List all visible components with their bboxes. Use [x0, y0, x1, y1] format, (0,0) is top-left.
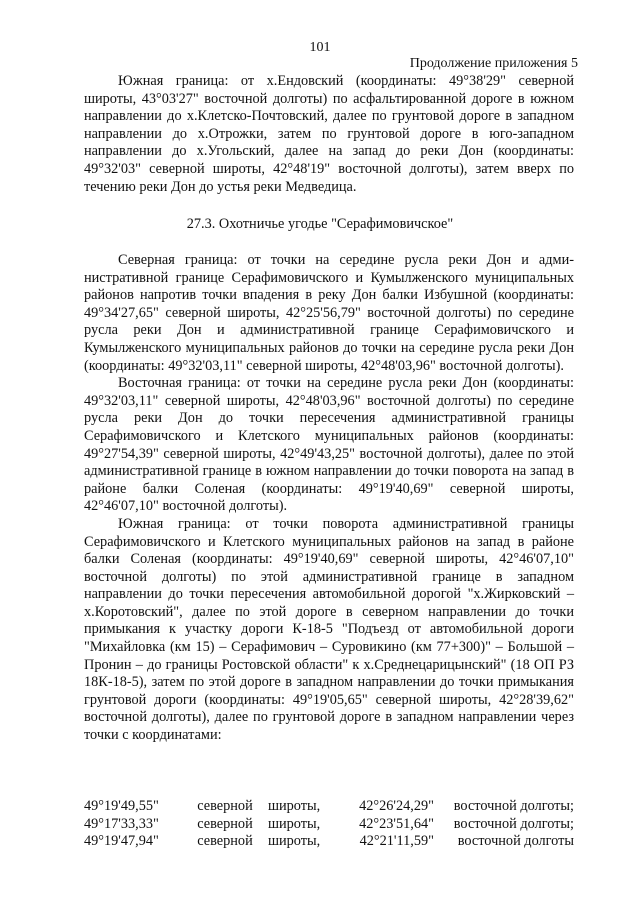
longitude-value: 42°26'24,29": [359, 798, 434, 814]
latitude-word: широты,: [268, 833, 321, 850]
latitude-label: северной: [197, 833, 253, 850]
latitude-word: широты,: [268, 798, 321, 814]
east-border-paragraph: Восточная граница: от точки на середине русла реки Дон (координаты: 49°32'03,11" северной широты, 42°48'03,96" восточной долготы) по середине русла реки Дон до точки пересечения административной границы Серафимовичского и Клетского муниципальных районов (координаты: 49°27'54,39" северной широты, 42°49'43,25" восточной долготы), далее по этой административной границе в южном направлении до точки поворота на запад в районе балки Соленая (координаты: 49°19'40,69" северной широты, 42°46'07,10" восточной долготы).: [84, 375, 574, 515]
latitude-label: северной: [197, 815, 253, 832]
longitude-value: 42°21'11,59": [359, 833, 434, 850]
latitude-word: широты,: [268, 815, 321, 832]
section-body: [84, 252, 574, 745]
coordinate-row: [84, 816, 574, 834]
coordinate-row: [84, 833, 574, 851]
coordinates-list: [84, 798, 574, 851]
appendix-continuation-note: Продолжение приложения 5: [409, 56, 578, 71]
longitude-value: 42°23'51,64": [359, 815, 434, 832]
page-number: 101: [309, 40, 331, 55]
latitude-value: 49°17'33,33": [84, 815, 159, 832]
longitude-label: восточной долготы: [457, 833, 574, 850]
latitude-label: северной: [197, 798, 253, 814]
longitude-label: восточной долготы;: [453, 815, 574, 832]
coordinate-row: [84, 798, 574, 816]
south-border-paragraph: Южная граница: от точки поворота административной границы Серафимовичского и Клетского муниципальных районов на запад в районе балки Соленая (координаты: 49°19'40,69" северной широты, 42°46'07,10" восточной долготы) по этой административной границе в западном направлении до точки пересечения автомобильной дорогой "х.Жирковский – х.Коротовский", далее по этой дороге в северном направлении до точки примыкания к участку дороги К-18-5 "Подъезд от автомобильной дороги "Михайловка (км 15) – Серафимович – Суровикино (км 77+300)" – Большой – Пронин – до границы Ростовской области" к х.Среднецарицынский" (18 ОП РЗ 18К-18-5), затем по этой дороге в западном направлении до точки примыкания грунтовой дороги (координаты: 49°19'05,65" северной широты, 42°28'39,62" восточной долготы), далее по грунтовой дороге в западном направлении через точки с координатами:: [84, 515, 574, 744]
latitude-value: 49°19'47,94": [84, 833, 159, 850]
latitude-value: 49°19'49,55": [84, 798, 159, 814]
section-title: 27.3. Охотничье угодье "Серафимовичское": [186, 216, 454, 232]
north-border-paragraph: Северная граница: от точки на середине русла реки Дон и административной границе Серафимовичского и Кумылженского муниципальных районов напротив точки впадения в реку Дон балки Избушной (координаты: 49°34'27,65" северной широты, 42°25'56,79" восточной долготы) по середине русла реки Дон и административной границе Серафимовичского и Кумылженского муниципальных районов до точки на середине русла реки Дон (координаты: 49°32'03,11" северной широты, 42°48'03,96" восточной долготы).: [84, 252, 574, 374]
south-border-previous-paragraph: Южная граница: от х.Ендовский (координаты: 49°38'29" северной широты, 43°03'27" восточной долготы) по асфальтированной дороге в южном направлении до х.Клетско-Почтовский, далее по грунтовой дороге в западном направлении до х.Отрожки, затем по грунтовой дороге в юго-западном направлении до х.Угольский, далее на запад до реки Дон (координаты: 49°32'03" северной широты, 42°48'19" восточной долготы), затем вверх по течению реки Дон до устья реки Медведица.: [84, 73, 574, 195]
longitude-label: восточной долготы;: [453, 798, 574, 814]
previous-section-text: [84, 73, 574, 196]
